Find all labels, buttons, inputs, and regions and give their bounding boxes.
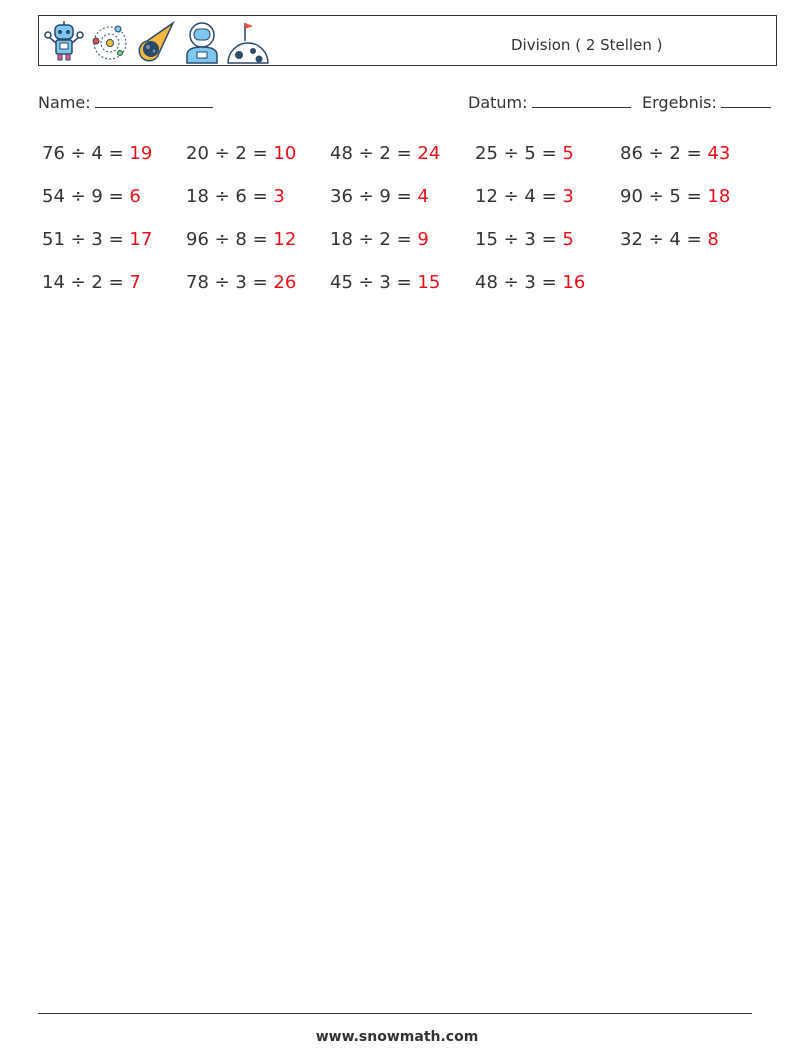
problem-answer: 12: [273, 229, 297, 250]
problem-answer: 19: [129, 143, 153, 164]
problem-answer: 10: [273, 143, 297, 164]
problem-answer: 9: [417, 229, 429, 250]
problem-item: [186, 186, 285, 207]
score-field[interactable]: [642, 93, 771, 112]
robot-icon: [41, 19, 87, 65]
problem-question: 90 ÷ 5 =: [620, 186, 708, 207]
problem-question: 18 ÷ 6 =: [186, 186, 274, 207]
problem-question: 48 ÷ 3 =: [475, 272, 563, 293]
problem-item: [42, 143, 152, 164]
problem-answer: 16: [562, 272, 586, 293]
problem-item: [42, 272, 141, 293]
footer-divider: [38, 1013, 752, 1014]
problem-item: [330, 143, 440, 164]
problem-answer: 24: [417, 143, 441, 164]
solar-system-icon: [87, 19, 133, 65]
problem-item: [475, 272, 585, 293]
problem-question: 78 ÷ 3 =: [186, 272, 274, 293]
problem-answer: 43: [707, 143, 731, 164]
problem-answer: 5: [562, 229, 574, 250]
worksheet-header: [38, 15, 777, 66]
date-line[interactable]: [532, 93, 631, 108]
problem-question: 25 ÷ 5 =: [475, 143, 563, 164]
name-label: Name:: [38, 93, 91, 112]
problem-answer: 3: [273, 186, 285, 207]
problem-item: [620, 229, 719, 250]
problem-item: [475, 229, 574, 250]
worksheet-title: Division ( 2 Stellen ): [511, 36, 663, 54]
problem-answer: 3: [562, 186, 574, 207]
problem-item: [475, 186, 574, 207]
problem-question: 76 ÷ 4 =: [42, 143, 130, 164]
problem-item: [330, 229, 429, 250]
problem-question: 51 ÷ 3 =: [42, 229, 130, 250]
problem-item: [475, 143, 574, 164]
problem-item: [42, 229, 152, 250]
problem-answer: 6: [129, 186, 141, 207]
comet-icon: [133, 19, 179, 65]
date-field[interactable]: [468, 93, 631, 112]
moon-flag-icon: [225, 19, 271, 65]
problem-answer: 26: [273, 272, 297, 293]
problem-answer: 17: [129, 229, 153, 250]
problem-answer: 5: [562, 143, 574, 164]
problem-question: 18 ÷ 2 =: [330, 229, 418, 250]
name-field[interactable]: [38, 93, 213, 112]
problem-item: [620, 143, 730, 164]
problem-item: [620, 186, 730, 207]
problem-question: 14 ÷ 2 =: [42, 272, 130, 293]
problem-item: [186, 143, 296, 164]
problem-question: 15 ÷ 3 =: [475, 229, 563, 250]
problem-answer: 7: [129, 272, 141, 293]
problem-question: 45 ÷ 3 =: [330, 272, 418, 293]
problem-question: 32 ÷ 4 =: [620, 229, 708, 250]
problem-question: 48 ÷ 2 =: [330, 143, 418, 164]
problem-question: 54 ÷ 9 =: [42, 186, 130, 207]
problem-answer: 4: [417, 186, 429, 207]
problem-item: [42, 186, 141, 207]
name-line[interactable]: [95, 93, 213, 108]
problem-question: 12 ÷ 4 =: [475, 186, 563, 207]
problem-answer: 18: [707, 186, 731, 207]
problem-item: [330, 186, 429, 207]
date-label: Datum:: [468, 93, 528, 112]
problem-item: [186, 272, 296, 293]
problem-item: [330, 272, 440, 293]
problem-question: 36 ÷ 9 =: [330, 186, 418, 207]
problem-answer: 8: [707, 229, 719, 250]
problem-answer: 15: [417, 272, 441, 293]
astronaut-icon: [179, 19, 225, 65]
footer-url[interactable]: www.snowmath.com: [315, 1029, 479, 1045]
problem-item: [186, 229, 296, 250]
problem-question: 86 ÷ 2 =: [620, 143, 708, 164]
problem-question: 96 ÷ 8 =: [186, 229, 274, 250]
score-line[interactable]: [721, 93, 771, 108]
problem-question: 20 ÷ 2 =: [186, 143, 274, 164]
score-label: Ergebnis:: [642, 93, 717, 112]
